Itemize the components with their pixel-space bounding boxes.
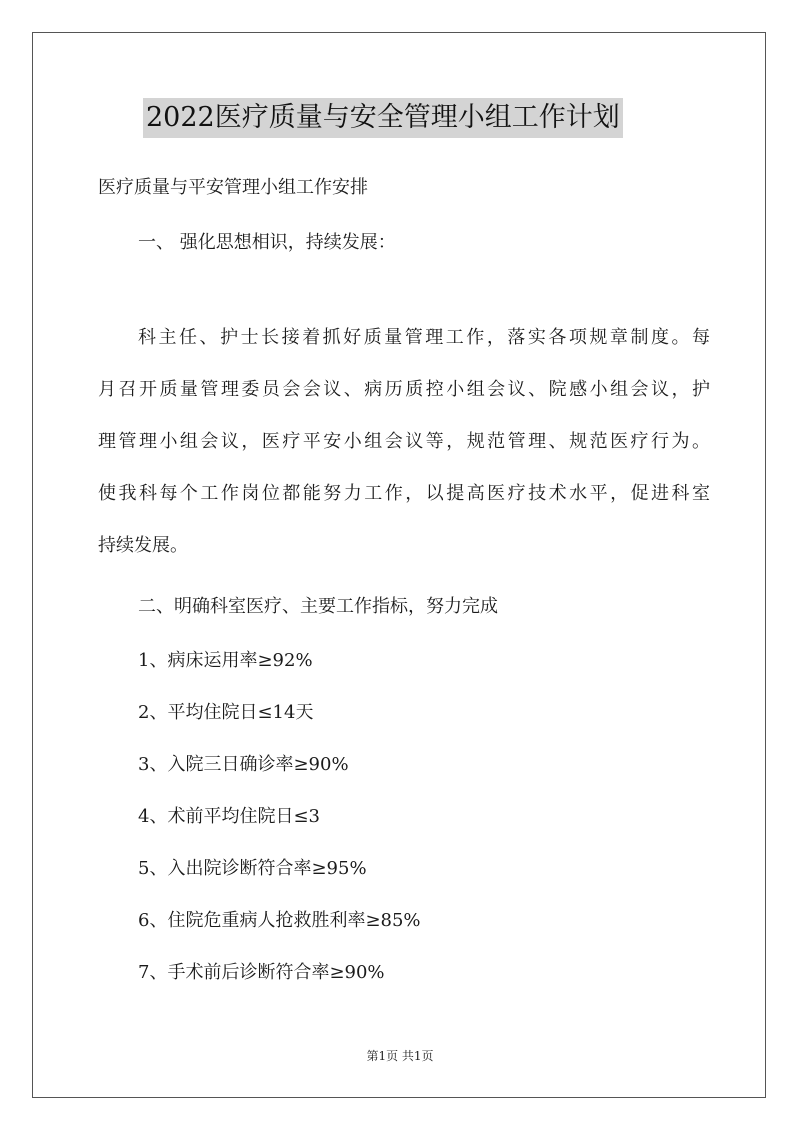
paragraph-line: 持续发展。 bbox=[98, 535, 188, 556]
paragraph-line: 月召开质量管理委员会会议、病历质控小组会议、院感小组会议，护 bbox=[98, 379, 710, 400]
indicator-item: 2、平均住院日≤14天 bbox=[138, 702, 314, 723]
indicator-item: 6、住院危重病人抢救胜利率≥85% bbox=[138, 910, 421, 931]
paragraph-line: 科主任、护士长接着抓好质量管理工作，落实各项规章制度。每 bbox=[138, 327, 710, 348]
indicator-item: 7、手术前后诊断符合率≥90% bbox=[138, 962, 385, 983]
page-footer: 第1页 共1页 bbox=[366, 1049, 434, 1063]
indicator-item: 1、病床运用率≥92% bbox=[138, 650, 313, 671]
paragraph-line: 使我科每个工作岗位都能努力工作，以提高医疗技术水平，促进科室 bbox=[98, 483, 710, 504]
document-title: 2022医疗质量与安全管理小组工作计划 bbox=[143, 98, 623, 138]
paragraph-1 bbox=[98, 325, 710, 585]
paragraph-line: 理管理小组会议，医疗平安小组会议等，规范管理、规范医疗行为。 bbox=[98, 431, 710, 452]
document-subtitle: 医疗质量与平安管理小组工作安排 bbox=[98, 177, 368, 198]
section-1-heading: 一、 强化思想相识，持续发展： bbox=[138, 232, 396, 253]
section-2-heading: 二、明确科室医疗、主要工作指标，努力完成 bbox=[138, 596, 498, 617]
indicator-item: 5、入出院诊断符合率≥95% bbox=[138, 858, 367, 879]
indicator-item: 3、入院三日确诊率≥90% bbox=[138, 754, 349, 775]
indicator-item: 4、术前平均住院日≤3 bbox=[138, 806, 320, 827]
